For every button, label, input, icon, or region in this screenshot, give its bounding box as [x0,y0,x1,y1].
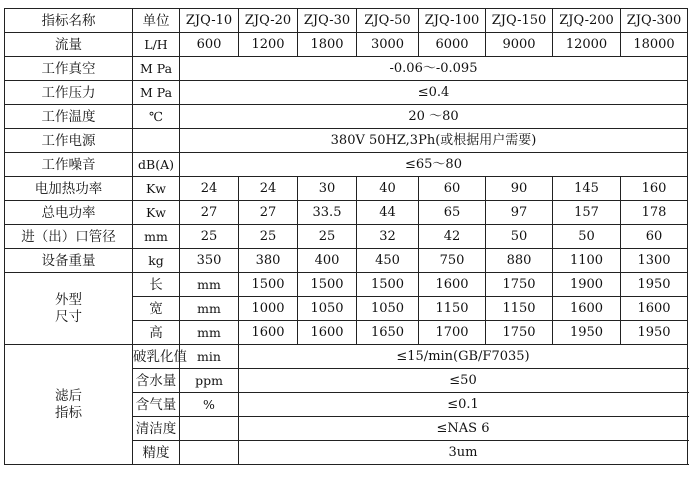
row-unit: kg [133,249,180,273]
table-row [5,33,688,57]
row-label: 含水量 [133,369,180,393]
row-unit: ppm [180,369,239,393]
row-unit: mm [180,297,239,321]
row-label: 总电功率 [5,201,133,225]
row-label: 工作真空 [5,57,133,81]
table-row [5,249,688,273]
row-value: 25 [298,225,357,249]
row-value: 178 [621,201,688,225]
row-value: 40 [357,177,419,201]
table-row [5,105,688,129]
row-value: 1600 [298,321,357,345]
row-value: 400 [298,249,357,273]
row-value: 1150 [419,297,486,321]
row-value: 1900 [553,273,621,297]
row-value: 25 [239,225,298,249]
table-row [5,57,688,81]
row-unit: M Pa [133,57,180,81]
row-value-span: ≤NAS 6 [239,417,688,441]
row-value: 450 [357,249,419,273]
row-value: 600 [180,33,239,57]
row-value: 42 [419,225,486,249]
row-unit: mm [133,225,180,249]
row-value: 24 [239,177,298,201]
row-value: 18000 [621,33,688,57]
row-label: 工作温度 [5,105,133,129]
row-value: 1600 [419,273,486,297]
table-row [5,345,688,369]
table-row [5,201,688,225]
table-row [5,129,688,153]
row-value: 9000 [486,33,553,57]
row-label: 工作噪音 [5,153,133,177]
row-value: 90 [486,177,553,201]
row-value: 30 [298,177,357,201]
row-value: 145 [553,177,621,201]
row-label: 设备重量 [5,249,133,273]
row-value: 160 [621,177,688,201]
table-row [5,153,688,177]
row-value: 1050 [357,297,419,321]
row-value: 380 [239,249,298,273]
row-value: 60 [419,177,486,201]
row-value: 1200 [239,33,298,57]
row-unit: mm [180,273,239,297]
row-label: 精度 [133,441,180,465]
spec-table [4,8,688,465]
row-value: 50 [553,225,621,249]
model-header: ZJQ-100 [419,9,486,33]
row-value: 24 [180,177,239,201]
row-value: 1500 [357,273,419,297]
row-unit: mm [180,321,239,345]
row-value: 27 [180,201,239,225]
table-row [5,177,688,201]
row-value: 60 [621,225,688,249]
row-value: 1750 [486,273,553,297]
row-value: 6000 [419,33,486,57]
row-value-span: 20 ～80 [180,105,688,129]
row-value-span: ≤0.4 [180,81,688,105]
row-value: 1600 [239,321,298,345]
row-value: 157 [553,201,621,225]
group-label-filter: 滤后 指标 [5,345,133,465]
model-header: ZJQ-10 [180,9,239,33]
row-value: 1500 [239,273,298,297]
row-value-span: ≤0.1 [239,393,688,417]
row-value: 1800 [298,33,357,57]
row-unit: L/H [133,33,180,57]
header-unit: 单位 [133,9,180,33]
model-header: ZJQ-30 [298,9,357,33]
row-label: 破乳化值 [133,345,180,369]
row-value: 50 [486,225,553,249]
row-value: 1950 [621,321,688,345]
row-value: 25 [180,225,239,249]
row-value: 12000 [553,33,621,57]
header-row [5,9,688,33]
row-label: 宽 [133,297,180,321]
table-row [5,273,688,297]
row-value: 1600 [553,297,621,321]
row-unit [180,417,239,441]
table-body [5,9,688,465]
row-value: 1300 [621,249,688,273]
model-header: ZJQ-50 [357,9,419,33]
row-value: 1050 [298,297,357,321]
row-label: 电加热功率 [5,177,133,201]
row-unit: ℃ [133,105,180,129]
row-value: 1750 [486,321,553,345]
row-unit [180,441,239,465]
row-value: 750 [419,249,486,273]
row-value: 1150 [486,297,553,321]
row-value-span: ≤50 [239,369,688,393]
row-value-span: ≤65～80 [180,153,688,177]
row-value: 1650 [357,321,419,345]
row-label: 流量 [5,33,133,57]
model-header: ZJQ-200 [553,9,621,33]
row-value: 97 [486,201,553,225]
row-unit: M Pa [133,81,180,105]
table-row [5,225,688,249]
row-value: 27 [239,201,298,225]
row-label: 工作压力 [5,81,133,105]
row-value: 1600 [621,297,688,321]
row-value: 44 [357,201,419,225]
row-unit: Kw [133,177,180,201]
row-value: 1700 [419,321,486,345]
header-title: 指标名称 [5,9,133,33]
row-label: 清洁度 [133,417,180,441]
row-unit [133,129,180,153]
row-value: 1500 [298,273,357,297]
row-label: 高 [133,321,180,345]
row-label: 工作电源 [5,129,133,153]
row-value: 1000 [239,297,298,321]
table-row [5,81,688,105]
row-value: 32 [357,225,419,249]
row-value: 1950 [553,321,621,345]
row-value-span: 380V 50HZ,3Ph(或根据用户需要) [180,129,688,153]
row-value: 350 [180,249,239,273]
group-label-dimensions: 外型 尺寸 [5,273,133,345]
row-value: 3000 [357,33,419,57]
row-value: 33.5 [298,201,357,225]
row-label: 含气量 [133,393,180,417]
row-value: 1950 [621,273,688,297]
row-value-span: -0.06～-0.095 [180,57,688,81]
row-value-span: 3um [239,441,688,465]
row-label: 长 [133,273,180,297]
row-unit: % [180,393,239,417]
model-header: ZJQ-20 [239,9,298,33]
model-header: ZJQ-150 [486,9,553,33]
row-unit: Kw [133,201,180,225]
row-value: 880 [486,249,553,273]
row-value: 1100 [553,249,621,273]
row-value-span: ≤15/min(GB/F7035) [239,345,688,369]
row-unit: dB(A) [133,153,180,177]
row-value: 65 [419,201,486,225]
model-header: ZJQ-300 [621,9,688,33]
row-unit: min [180,345,239,369]
row-label: 进（出）口管径 [5,225,133,249]
